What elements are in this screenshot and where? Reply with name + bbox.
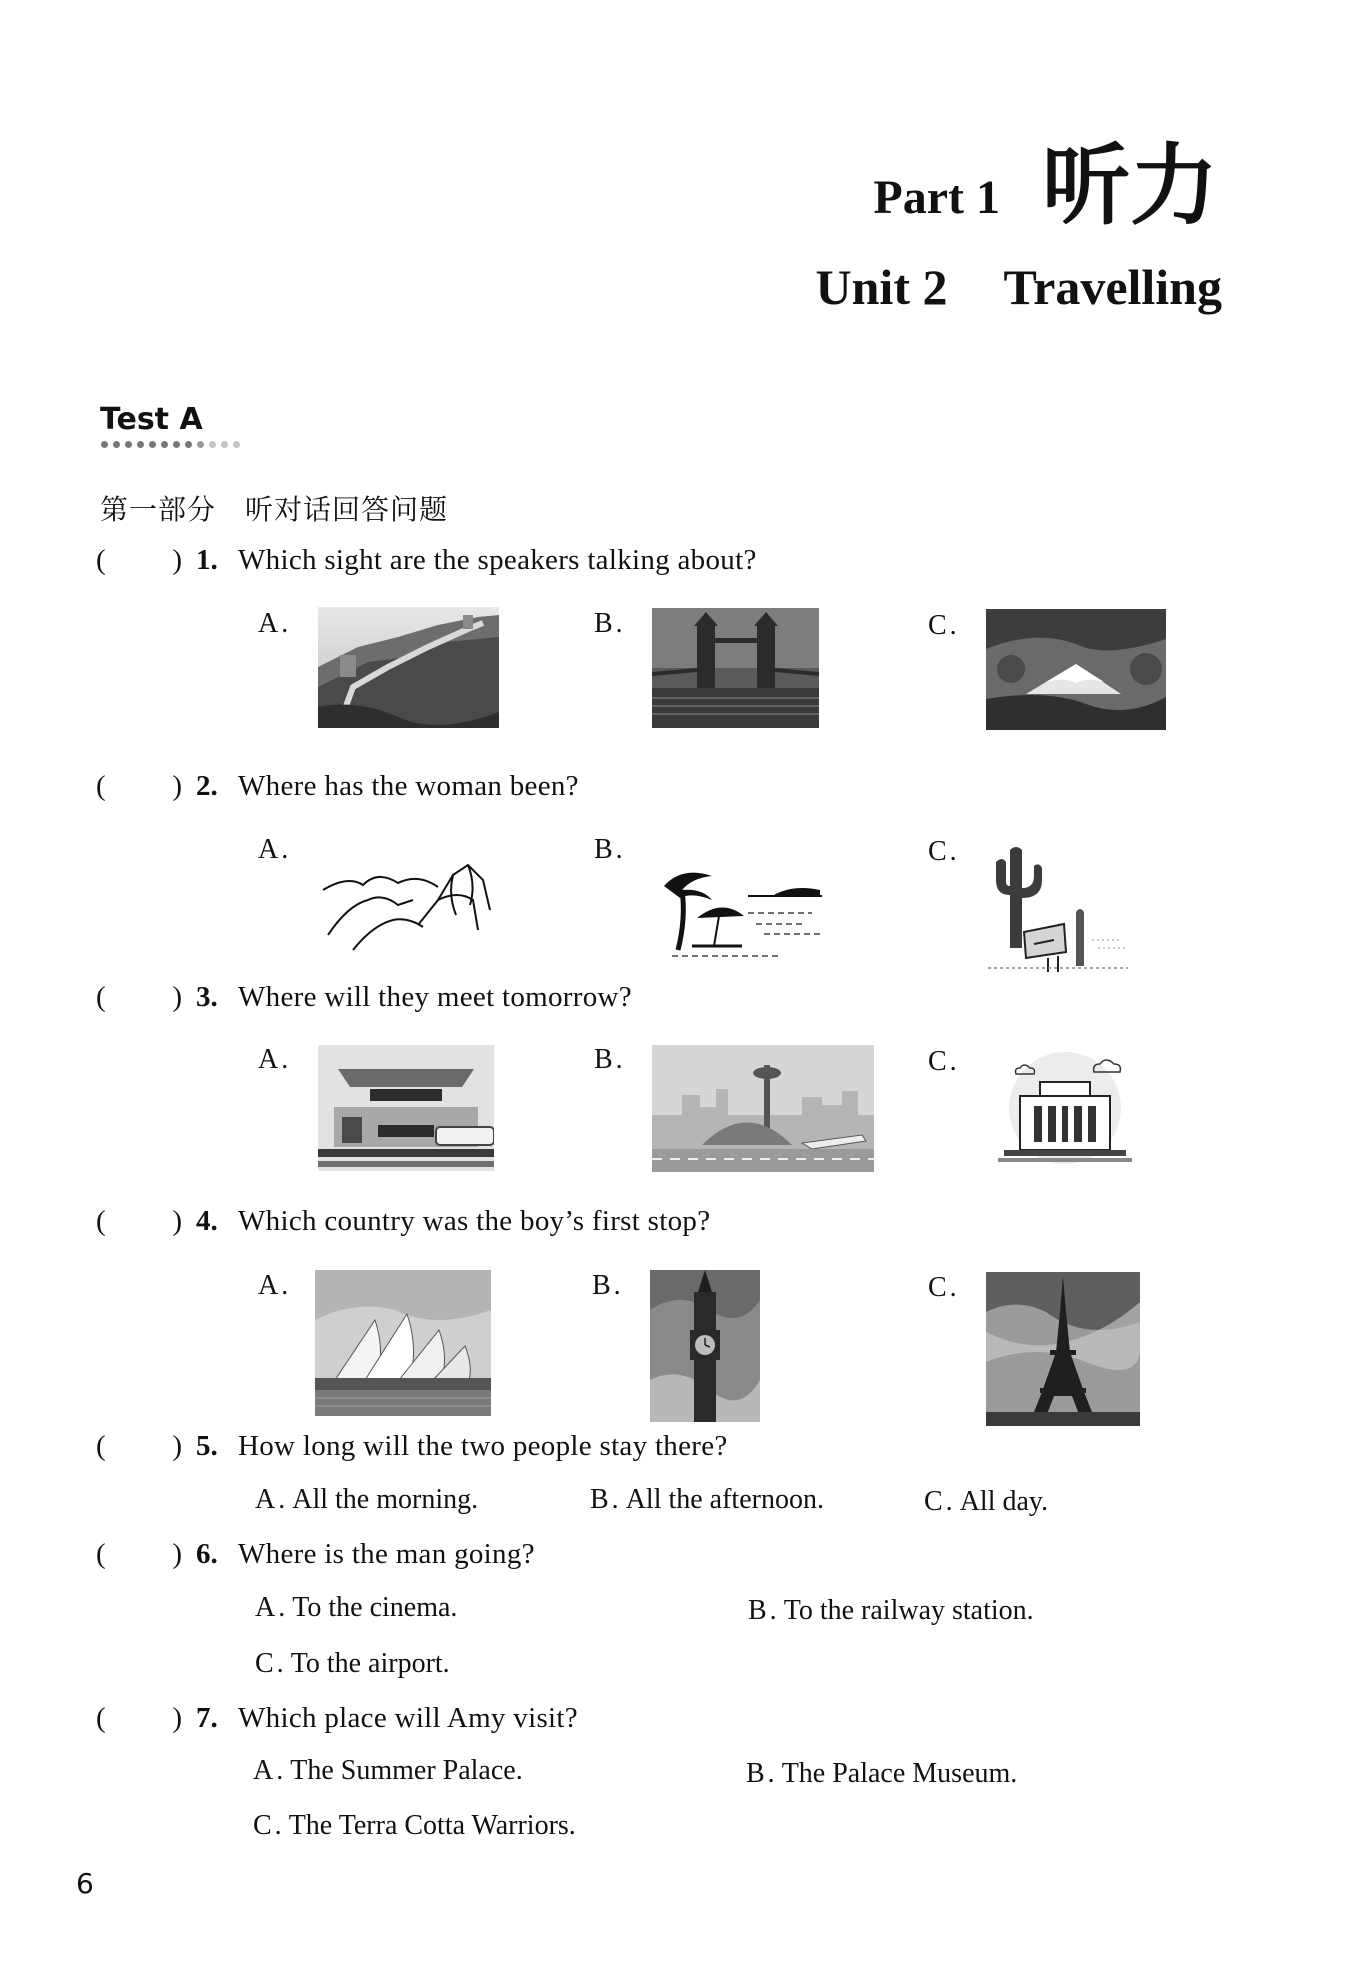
mountains-drawing[interactable]: [318, 855, 498, 955]
option-letter-c: C.: [928, 1272, 960, 1303]
museum-drawing[interactable]: [990, 1046, 1140, 1170]
option-letter-b: B.: [594, 608, 626, 639]
beach-drawing[interactable]: [652, 858, 822, 960]
question-7: [96, 1696, 578, 1740]
railway-station-drawing[interactable]: [318, 1045, 494, 1171]
option-a[interactable]: A. To the cinema.: [255, 1592, 458, 1623]
question-number: 5.: [196, 1429, 218, 1462]
part-title: 听力: [1041, 134, 1218, 237]
option-c[interactable]: C. All day.: [924, 1486, 1049, 1517]
question-4: [96, 1199, 710, 1243]
part-heading: [873, 134, 1218, 237]
question-number: 6.: [196, 1537, 218, 1570]
great-wall-photo[interactable]: [318, 607, 499, 728]
question-number: 1.: [196, 543, 218, 576]
question-number: 4.: [196, 1204, 218, 1237]
tower-bridge-photo[interactable]: [652, 608, 819, 728]
option-letter-a: A.: [258, 1270, 292, 1301]
answer-blank[interactable]: ( ): [96, 543, 182, 576]
question-number: 3.: [196, 980, 218, 1013]
question-1: [96, 538, 757, 582]
question-text: How long will the two people stay there?: [238, 1429, 728, 1462]
mount-fuji-photo[interactable]: [986, 609, 1166, 730]
section-heading: 第一部分 听对话回答问题: [100, 493, 449, 526]
answer-blank[interactable]: ( ): [96, 769, 182, 802]
option-c[interactable]: C. To the airport.: [255, 1648, 450, 1679]
airport-drawing[interactable]: [652, 1045, 874, 1172]
answer-blank[interactable]: ( ): [96, 980, 182, 1013]
answer-blank[interactable]: ( ): [96, 1537, 182, 1570]
question-5: [96, 1424, 728, 1468]
question-text: Where is the man going?: [238, 1537, 535, 1570]
answer-blank[interactable]: ( ): [96, 1429, 182, 1462]
option-b[interactable]: B. To the railway station.: [748, 1595, 1034, 1626]
question-6: [96, 1532, 535, 1576]
question-number: 7.: [196, 1701, 218, 1734]
option-c[interactable]: C. The Terra Cotta Warriors.: [253, 1810, 576, 1841]
question-number: 2.: [196, 769, 218, 802]
answer-blank[interactable]: ( ): [96, 1701, 182, 1734]
part-label: Part 1: [873, 171, 1000, 224]
test-label: Test A: [100, 402, 203, 437]
option-letter-a: A.: [258, 834, 292, 865]
option-letter-b: B.: [594, 1044, 626, 1075]
question-text: Which country was the boy’s first stop?: [238, 1204, 711, 1237]
option-letter-b: B.: [594, 834, 626, 865]
sydney-opera-house-photo[interactable]: [315, 1270, 491, 1416]
unit-heading: [815, 259, 1222, 315]
question-text: Where has the woman been?: [238, 769, 579, 802]
option-letter-a: A.: [258, 608, 292, 639]
option-letter-b: B.: [592, 1270, 624, 1301]
option-a[interactable]: A. The Summer Palace.: [253, 1755, 523, 1786]
big-ben-photo[interactable]: [650, 1270, 760, 1422]
eiffel-tower-photo[interactable]: [986, 1272, 1140, 1426]
option-b[interactable]: B. All the afternoon.: [590, 1484, 824, 1515]
option-letter-c: C.: [928, 1046, 960, 1077]
option-letter-c: C.: [928, 610, 960, 641]
option-b[interactable]: B. The Palace Museum.: [746, 1758, 1018, 1789]
question-text: Which place will Amy visit?: [238, 1701, 578, 1734]
question-text: Which sight are the speakers talking about?: [238, 543, 757, 576]
answer-blank[interactable]: ( ): [96, 1204, 182, 1237]
option-a[interactable]: A. All the morning.: [255, 1484, 479, 1515]
page-number: 6: [76, 1867, 94, 1900]
unit-label: Unit 2: [815, 259, 948, 315]
option-letter-c: C.: [928, 836, 960, 867]
question-2: [96, 764, 579, 808]
question-3: [96, 975, 632, 1019]
option-letter-a: A.: [258, 1044, 292, 1075]
unit-title: Travelling: [1003, 259, 1222, 315]
dotted-underline: [101, 441, 240, 448]
desert-cactus-drawing[interactable]: [988, 840, 1128, 975]
question-text: Where will they meet tomorrow?: [238, 980, 632, 1013]
